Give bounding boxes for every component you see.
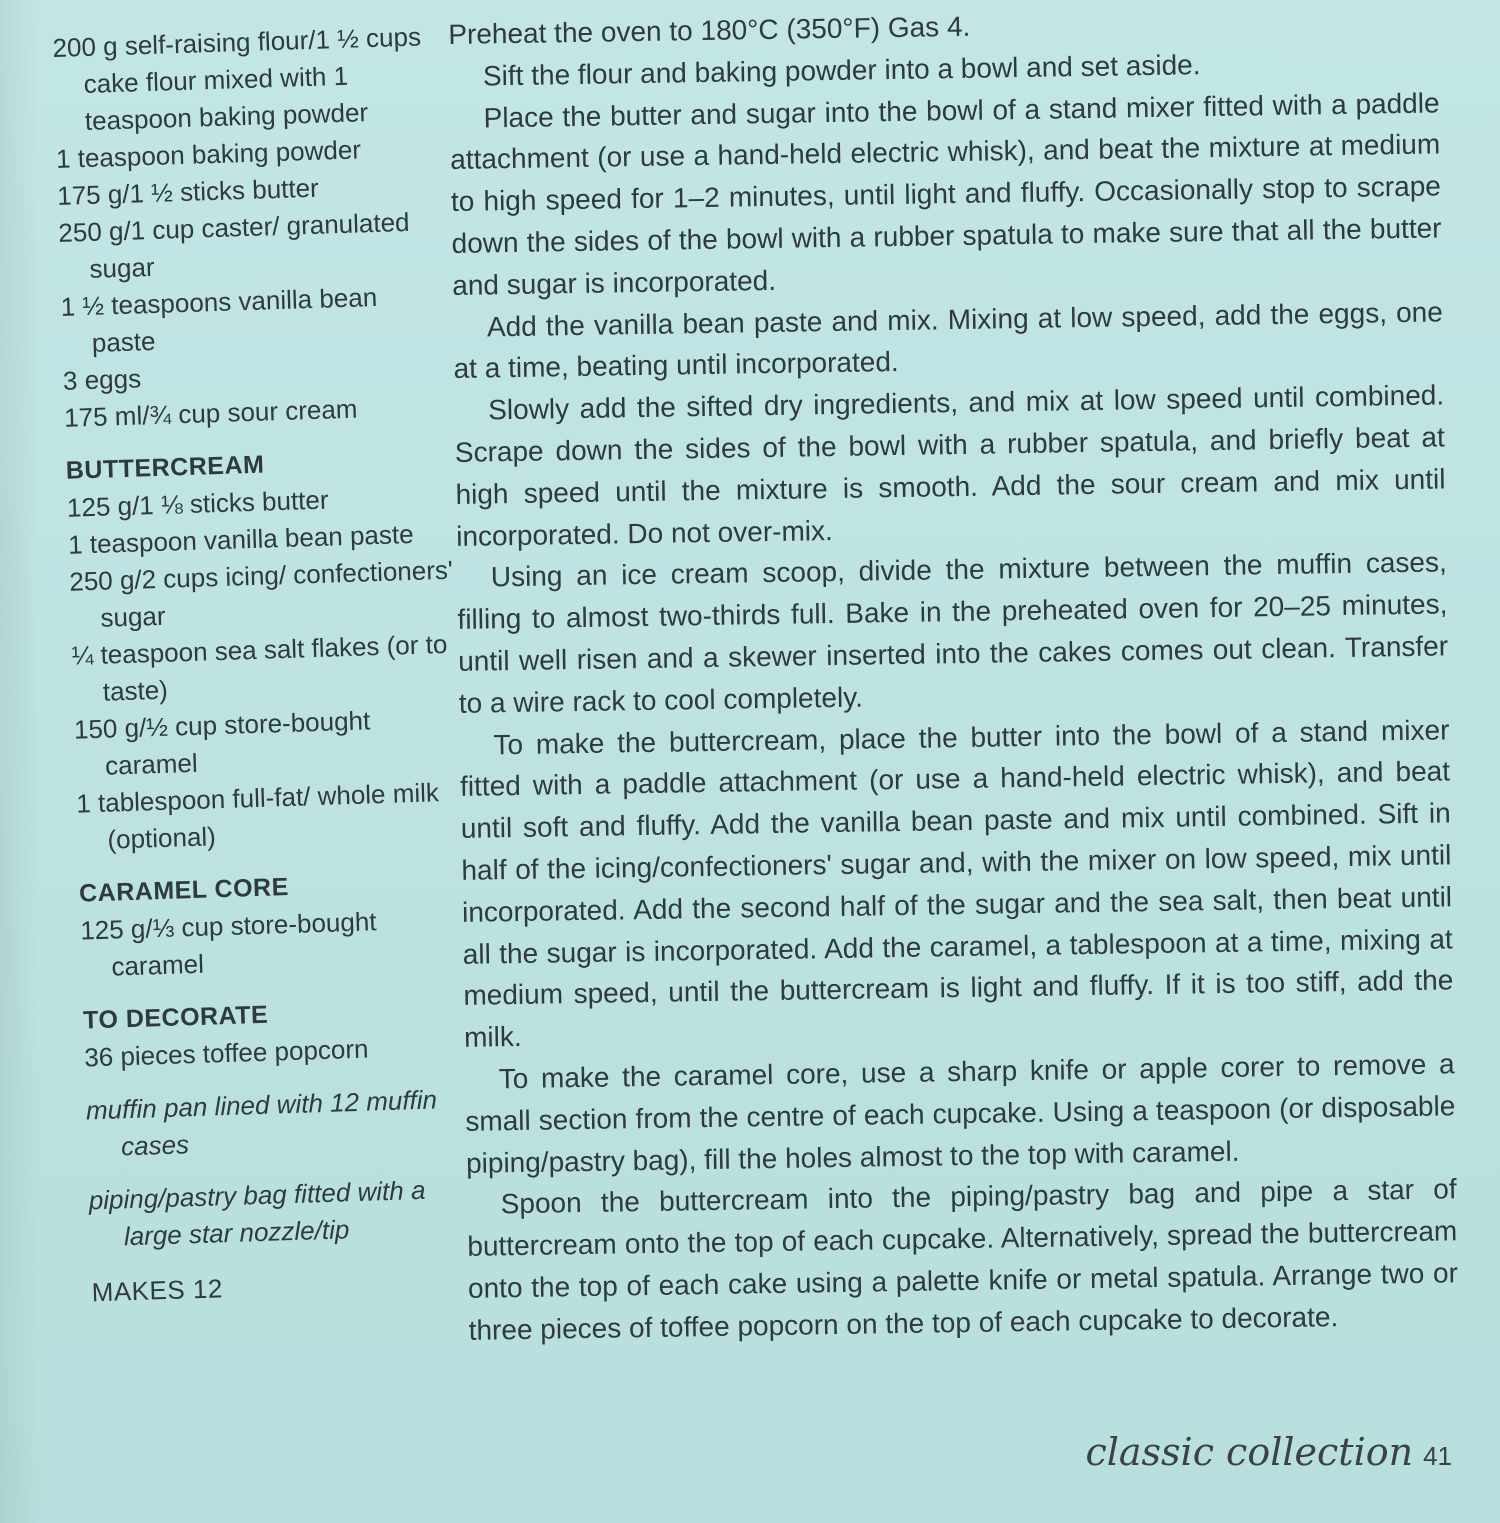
decorate-ingredients (83, 990, 470, 1076)
buttercream-heading: BUTTERCREAM (65, 450, 265, 485)
decorate-heading: TO DECORATE (82, 1000, 269, 1035)
ingredient-item: 150 g/½ cup store-bought caramel (73, 705, 371, 781)
page-footer (1085, 1430, 1452, 1474)
method-paragraph: Spoon the buttercream into the piping/pastry bag and pipe a star of buttercream onto the top of each cupcake. Alternatively, spread the buttercream onto the top of each cake using a palette knife or metal spatula. Arrange two or three pieces of toffee popcorn on the top of each cupcake to decorate. (467, 1173, 1459, 1346)
ingredient-item: ¼ teaspoon sea salt flakes (or to taste) (71, 628, 448, 707)
buttercream-ingredients (65, 441, 463, 860)
ingredient-item: 1 teaspoon vanilla bean paste (67, 518, 414, 560)
ingredient-item: 175 g/1 ½ sticks butter (56, 172, 320, 211)
method-paragraph: Slowly add the sifted dry ingredients, and mix at low speed until combined. Scrape down the sides of the bowl with a rubber spatula, and briefly beat at high speed until the mixture is smooth. Add the sour cream and mix until incorporated. Do not over-mix. (454, 379, 1446, 552)
caramel-core-heading: CARAMEL CORE (78, 872, 290, 908)
equipment-list (85, 1080, 475, 1256)
ingredient-item: 1 tablespoon full-fat/ whole milk (optional) (75, 777, 440, 855)
method-paragraph: To make the buttercream, place the butter into the bowl of a stand mixer fitted with a paddle attachment (or use a hand-held electric whisk), and beat until soft and fluffy. Add the vanilla bean paste and mix until combined. Sift in half of the icing/confectioners' sugar and, with the mixer on low speed, mix until incorporated. Add the second half of the sugar and the sea salt, then beat until all the sugar is incorporated. Add the caramel, a tablespoon at a time, mixing at medium speed, until the buttercream is light and fluffy. If it is too stiff, add the milk. (459, 713, 1454, 1053)
method-paragraph: Using an ice cream scoop, divide the mixture between the muffin cases, filling to almost two-thirds full. Bake in the preheated oven for 20–25 minutes, until well risen and a skewer inserted into the cakes comes out clean. Transfer to a wire rack to cool completely. (457, 546, 1449, 719)
yield-text: MAKES 12 (91, 1273, 224, 1308)
cake-ingredients (52, 18, 450, 437)
equipment-item: piping/pastry bag fitted with a large star nozzle/tip (88, 1174, 426, 1252)
method-column (448, 0, 1459, 1351)
method-paragraph: Sift the flour and baking powder into a bowl and set aside. (482, 48, 1201, 92)
ingredient-item: 125 g/⅓ cup store-bought caramel (79, 906, 377, 982)
ingredient-item: 200 g self-raising flour/1 ½ cups cake flour mixed with 1 teaspoon baking powder (52, 21, 422, 137)
ingredient-item: 250 g/2 cups icing/ confectioners' sugar (68, 554, 454, 633)
ingredient-item: 250 g/1 cup caster/ granulated sugar (57, 206, 410, 284)
ingredient-item: 36 pieces toffee popcorn (83, 1033, 369, 1073)
method-paragraph: Add the vanilla bean paste and mix. Mixing at low speed, add the eggs, one at a time, beating until incorporated. (453, 295, 1444, 385)
caramel-core-ingredient-list (80, 900, 467, 986)
book-section-title: classic collection (1085, 1430, 1414, 1474)
ingredient-item: 1 teaspoon baking powder (55, 134, 362, 174)
caramel-core-ingredients (79, 863, 467, 986)
cake-ingredient-list (52, 18, 450, 437)
ingredient-item: 175 ml/¾ cup sour cream (63, 393, 358, 433)
ingredient-item: 1 ½ teaspoons vanilla bean paste (60, 281, 378, 358)
method-paragraph: To make the caramel core, use a sharp knife or apple corer to remove a small section from the centre of each cupcake. Using a teaspoon (or disposable piping/pastry bag), fill the holes almost to the top with caramel. (465, 1048, 1456, 1179)
method-paragraph: Preheat the oven to 180°C (350°F) Gas 4. (448, 10, 971, 50)
equipment-item: muffin pan lined with 12 muffin cases (85, 1084, 438, 1162)
ingredient-item: 125 g/1 ⅛ sticks butter (66, 484, 329, 523)
buttercream-ingredient-list (66, 478, 462, 860)
method-paragraph: Place the butter and sugar into the bowl of a stand mixer fitted with a paddle attachment (or use a hand-held electric whisk), and beat the mixture at medium to high speed for 1–2 minutes, until light and fluffy. Occasionally stop to scrape down the sides of the bowl with a rubber spatula to make sure that all the butter and sugar is incorporated. (450, 87, 1442, 301)
ingredient-item: 3 eggs (62, 363, 142, 396)
page-number: 41 (1423, 1441, 1452, 1471)
ingredients-column (52, 18, 477, 1311)
